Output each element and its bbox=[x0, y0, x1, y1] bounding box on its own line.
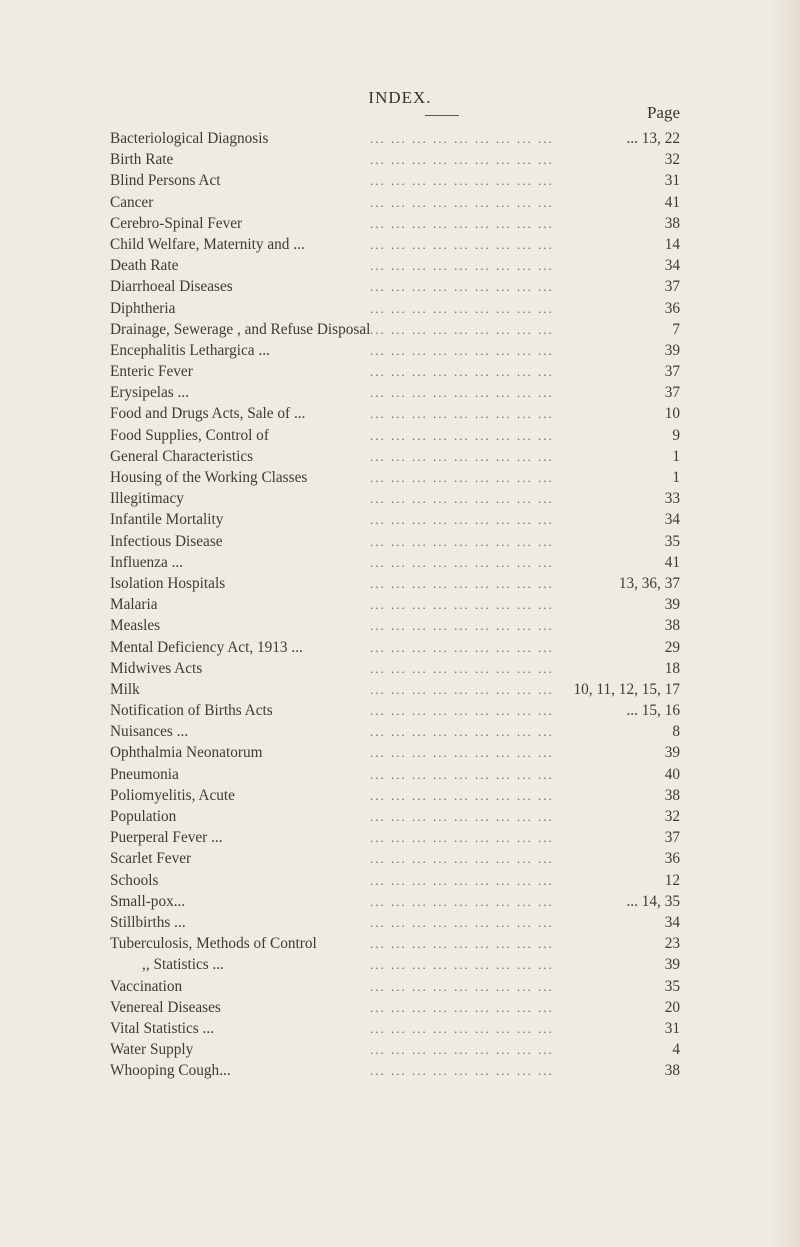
entry-pages: 33 bbox=[664, 490, 680, 508]
entry-pages: 13, 36, 37 bbox=[618, 574, 680, 592]
index-entry bbox=[110, 976, 680, 997]
dot-leader: ... ... ... ... ... ... ... ... ... bbox=[370, 321, 554, 337]
entry-pages: 31 bbox=[664, 1019, 680, 1037]
entry-pages: 1 bbox=[672, 447, 680, 465]
index-entry bbox=[110, 742, 680, 763]
entry-name: Blind Persons Act bbox=[110, 172, 221, 190]
entry-pages: 35 bbox=[664, 977, 680, 995]
entry-name: Whooping Cough... bbox=[110, 1062, 231, 1080]
index-entry bbox=[110, 213, 680, 234]
entry-pages: 32 bbox=[664, 151, 680, 169]
entry-name: Death Rate bbox=[110, 257, 179, 275]
entry-name: Measles bbox=[110, 617, 161, 635]
entry-name: Mental Deficiency Act, 1913 ... bbox=[110, 638, 303, 656]
dot-leader: ... ... ... ... ... ... ... ... ... bbox=[370, 279, 554, 295]
dot-leader: ... ... ... ... ... ... ... ... ... bbox=[370, 766, 554, 782]
entry-name: Milk bbox=[110, 680, 140, 698]
index-entry bbox=[110, 531, 680, 552]
entry-pages: ... 14, 35 bbox=[626, 892, 680, 910]
entry-pages: 39 bbox=[664, 956, 680, 974]
entry-pages: 39 bbox=[664, 596, 680, 614]
entry-pages: 37 bbox=[664, 384, 680, 402]
index-entry bbox=[110, 467, 680, 488]
entry-name: Scarlet Fever bbox=[110, 850, 192, 868]
index-entry bbox=[110, 403, 680, 424]
entry-pages: 10, 11, 12, 15, 17 bbox=[573, 680, 680, 698]
dot-leader: ... ... ... ... ... ... ... ... ... bbox=[370, 236, 554, 252]
dot-leader: ... ... ... ... ... ... ... ... ... bbox=[370, 893, 554, 909]
entry-pages: 8 bbox=[672, 723, 680, 741]
entry-name: Diarrhoeal Diseases bbox=[110, 278, 233, 296]
dot-leader: ... ... ... ... ... ... ... ... ... bbox=[370, 364, 554, 380]
entry-name: General Characteristics bbox=[110, 447, 254, 465]
index-entry bbox=[110, 509, 680, 530]
entry-name: Cancer bbox=[110, 193, 154, 211]
entry-pages: 34 bbox=[664, 913, 680, 931]
index-entry bbox=[110, 234, 680, 255]
dot-leader: ... ... ... ... ... ... ... ... ... bbox=[370, 660, 554, 676]
page-column-header: Page bbox=[646, 103, 680, 122]
entry-name: Small-pox... bbox=[110, 892, 186, 910]
dot-leader: ... ... ... ... ... ... ... ... ... bbox=[370, 258, 554, 274]
dot-leader: ... ... ... ... ... ... ... ... ... bbox=[370, 999, 554, 1015]
index-entry bbox=[110, 298, 680, 319]
index-entry bbox=[110, 827, 680, 848]
entry-pages: 32 bbox=[664, 808, 680, 825]
entry-pages: 31 bbox=[664, 172, 680, 190]
dot-leader: ... ... ... ... ... ... ... ... ... bbox=[370, 1063, 554, 1079]
dot-leader: ... ... ... ... ... ... ... ... ... bbox=[370, 300, 554, 316]
dot-leader: ... ... ... ... ... ... ... ... ... bbox=[370, 872, 554, 888]
dot-leader: ... ... ... ... ... ... ... ... ... bbox=[370, 639, 554, 655]
dot-leader: ... ... ... ... ... ... ... ... ... bbox=[370, 406, 554, 422]
entry-pages: 39 bbox=[664, 341, 680, 359]
dot-leader: ... ... ... ... ... ... ... ... ... bbox=[370, 703, 554, 719]
entry-name: ,, Statistics ... bbox=[142, 956, 225, 974]
entry-pages: 23 bbox=[664, 935, 680, 953]
entry-name: Tuberculosis, Methods of Control bbox=[110, 935, 317, 953]
index-entry bbox=[110, 870, 680, 891]
dot-leader: ... ... ... ... ... ... ... ... ... bbox=[370, 491, 554, 507]
index-entry bbox=[110, 1018, 680, 1039]
dot-leader: ... ... ... ... ... ... ... ... ... bbox=[370, 914, 554, 930]
entry-pages: 9 bbox=[672, 426, 680, 444]
entry-pages: 18 bbox=[664, 659, 680, 677]
index-entry bbox=[110, 276, 680, 297]
index-entry bbox=[110, 382, 680, 403]
entry-pages: 38 bbox=[664, 214, 680, 232]
entry-pages: 4 bbox=[672, 1041, 680, 1059]
entry-name: Enteric Fever bbox=[110, 363, 193, 381]
index-entry bbox=[110, 255, 680, 276]
dot-leader: ... ... ... ... ... ... ... ... ... bbox=[370, 342, 554, 358]
dot-leader: ... ... ... ... ... ... ... ... ... bbox=[370, 194, 554, 210]
index-entry bbox=[110, 806, 680, 827]
entry-name: Birth Rate bbox=[110, 151, 174, 169]
index-entry bbox=[110, 425, 680, 446]
entry-name: Poliomyelitis, Acute bbox=[110, 786, 235, 804]
dot-leader: ... ... ... ... ... ... ... ... ... bbox=[370, 215, 554, 231]
entry-pages: 37 bbox=[664, 363, 680, 381]
entry-pages: ... 15, 16 bbox=[626, 702, 680, 720]
entry-pages: ... 13, 22 bbox=[626, 130, 680, 147]
index-entry bbox=[110, 573, 680, 594]
index-entry bbox=[110, 891, 680, 912]
index-entry bbox=[110, 170, 680, 191]
entry-name: Erysipelas ... bbox=[110, 384, 190, 402]
dot-leader: ... ... ... ... ... ... ... ... ... bbox=[370, 787, 554, 803]
dot-leader: ... ... ... ... ... ... ... ... ... bbox=[370, 597, 554, 613]
dot-leader: ... ... ... ... ... ... ... ... ... bbox=[370, 554, 554, 570]
entry-pages: 34 bbox=[664, 257, 680, 275]
entry-name: Midwives Acts bbox=[110, 659, 203, 677]
entry-name: Child Welfare, Maternity and ... bbox=[110, 235, 305, 253]
entry-pages: 34 bbox=[664, 511, 680, 529]
entry-name: Bacteriological Diagnosis bbox=[110, 130, 269, 147]
entry-name: Notification of Births Acts bbox=[110, 702, 273, 720]
entry-name: Isolation Hospitals bbox=[110, 574, 226, 592]
index-entry bbox=[110, 128, 680, 149]
entry-name: Encephalitis Lethargica ... bbox=[110, 341, 270, 359]
dot-leader: ... ... ... ... ... ... ... ... ... bbox=[370, 1020, 554, 1036]
index-entry bbox=[110, 764, 680, 785]
dot-leader: ... ... ... ... ... ... ... ... ... bbox=[370, 681, 554, 697]
entry-pages: 38 bbox=[664, 786, 680, 804]
index-entry bbox=[110, 933, 680, 954]
entry-name: Infectious Disease bbox=[110, 532, 223, 550]
entry-pages: 12 bbox=[664, 871, 680, 889]
entry-name: Food and Drugs Acts, Sale of ... bbox=[110, 405, 306, 423]
header-rule bbox=[425, 115, 459, 116]
dot-leader: ... ... ... ... ... ... ... ... ... bbox=[370, 575, 554, 591]
dot-leader: ... ... ... ... ... ... ... ... ... bbox=[370, 957, 554, 973]
index-entry bbox=[110, 149, 680, 170]
entry-name: Ophthalmia Neonatorum bbox=[110, 744, 263, 762]
index-list bbox=[110, 128, 680, 1081]
entry-name: Schools bbox=[110, 871, 159, 889]
entry-name: Vaccination bbox=[110, 977, 183, 995]
dot-leader: ... ... ... ... ... ... ... ... ... bbox=[370, 978, 554, 994]
entry-pages: 39 bbox=[664, 744, 680, 762]
index-entry bbox=[110, 1039, 680, 1060]
entry-pages: 7 bbox=[672, 320, 680, 338]
entry-name: Housing of the Working Classes bbox=[110, 469, 308, 486]
dot-leader: ... ... ... ... ... ... ... ... ... bbox=[370, 724, 554, 740]
entry-name: Illegitimacy bbox=[110, 490, 184, 508]
index-entry bbox=[110, 192, 680, 213]
index-entry bbox=[110, 361, 680, 382]
index-entry bbox=[110, 488, 680, 509]
entry-name: Venereal Diseases bbox=[110, 998, 221, 1016]
dot-leader: ... ... ... ... ... ... ... ... ... bbox=[370, 851, 554, 867]
entry-pages: 36 bbox=[664, 299, 680, 317]
entry-name: Influenza ... bbox=[110, 553, 184, 571]
entry-name: Malaria bbox=[110, 596, 158, 614]
dot-leader: ... ... ... ... ... ... ... ... ... bbox=[370, 830, 554, 846]
index-entry bbox=[110, 552, 680, 573]
index-entry bbox=[110, 594, 680, 615]
index-entry bbox=[110, 658, 680, 679]
entry-pages: 40 bbox=[664, 765, 680, 783]
entry-pages: 36 bbox=[664, 850, 680, 868]
index-entry bbox=[110, 721, 680, 742]
dot-leader: ... ... ... ... ... ... ... ... ... bbox=[370, 152, 554, 168]
entry-name: Nuisances ... bbox=[110, 723, 189, 741]
index-entry bbox=[110, 912, 680, 933]
entry-name: Drainage, Sewerage , and Refuse Disposal bbox=[110, 320, 371, 338]
index-entry bbox=[110, 340, 680, 361]
entry-name: Water Supply bbox=[110, 1041, 194, 1059]
dot-leader: ... ... ... ... ... ... ... ... ... bbox=[370, 448, 554, 464]
entry-pages: 14 bbox=[664, 235, 680, 253]
entry-pages: 37 bbox=[664, 829, 680, 847]
entry-pages: 29 bbox=[664, 638, 680, 656]
index-entry bbox=[110, 446, 680, 467]
entry-pages: 10 bbox=[664, 405, 680, 423]
dot-leader: ... ... ... ... ... ... ... ... ... bbox=[370, 385, 554, 401]
entry-name: Diphtheria bbox=[110, 299, 176, 317]
dot-leader: ... ... ... ... ... ... ... ... ... bbox=[370, 533, 554, 549]
entry-name: Food Supplies, Control of bbox=[110, 426, 269, 444]
entry-pages: 37 bbox=[664, 278, 680, 296]
index-entry bbox=[110, 848, 680, 869]
dot-leader: ... ... ... ... ... ... ... ... ... bbox=[370, 936, 554, 952]
index-entry bbox=[110, 954, 680, 975]
entry-name: Pneumonia bbox=[110, 765, 179, 783]
index-entry bbox=[110, 319, 680, 340]
index-entry bbox=[110, 700, 680, 721]
page-title: INDEX. bbox=[368, 88, 432, 107]
page-edge-shadow bbox=[770, 0, 800, 1247]
entry-name: Vital Statistics ... bbox=[110, 1019, 215, 1037]
dot-leader: ... ... ... ... ... ... ... ... ... bbox=[370, 470, 554, 485]
dot-leader: ... ... ... ... ... ... ... ... ... bbox=[370, 512, 554, 528]
dot-leader: ... ... ... ... ... ... ... ... ... bbox=[370, 131, 554, 146]
entry-name: Cerebro-Spinal Fever bbox=[110, 214, 243, 232]
entry-pages: 38 bbox=[664, 1062, 680, 1080]
entry-pages: 1 bbox=[672, 469, 680, 486]
entry-name: Infantile Mortality bbox=[110, 511, 224, 529]
entry-name: Puerperal Fever ... bbox=[110, 829, 223, 847]
entry-pages: 41 bbox=[664, 553, 680, 571]
index-entry bbox=[110, 785, 680, 806]
entry-name: Stillbirths ... bbox=[110, 913, 186, 931]
index-entry bbox=[110, 1060, 680, 1081]
index-entry bbox=[110, 997, 680, 1018]
dot-leader: ... ... ... ... ... ... ... ... ... bbox=[370, 745, 554, 761]
entry-pages: 38 bbox=[664, 617, 680, 635]
entry-pages: 35 bbox=[664, 532, 680, 550]
dot-leader: ... ... ... ... ... ... ... ... ... bbox=[370, 427, 554, 443]
entry-name: Population bbox=[110, 808, 177, 825]
dot-leader: ... ... ... ... ... ... ... ... ... bbox=[370, 173, 554, 189]
entry-pages: 41 bbox=[664, 193, 680, 211]
dot-leader: ... ... ... ... ... ... ... ... ... bbox=[370, 809, 554, 824]
index-entry bbox=[110, 615, 680, 636]
entry-pages: 20 bbox=[664, 998, 680, 1016]
dot-leader: ... ... ... ... ... ... ... ... ... bbox=[370, 1042, 554, 1058]
index-entry bbox=[110, 679, 680, 700]
dot-leader: ... ... ... ... ... ... ... ... ... bbox=[370, 618, 554, 634]
index-entry bbox=[110, 637, 680, 658]
